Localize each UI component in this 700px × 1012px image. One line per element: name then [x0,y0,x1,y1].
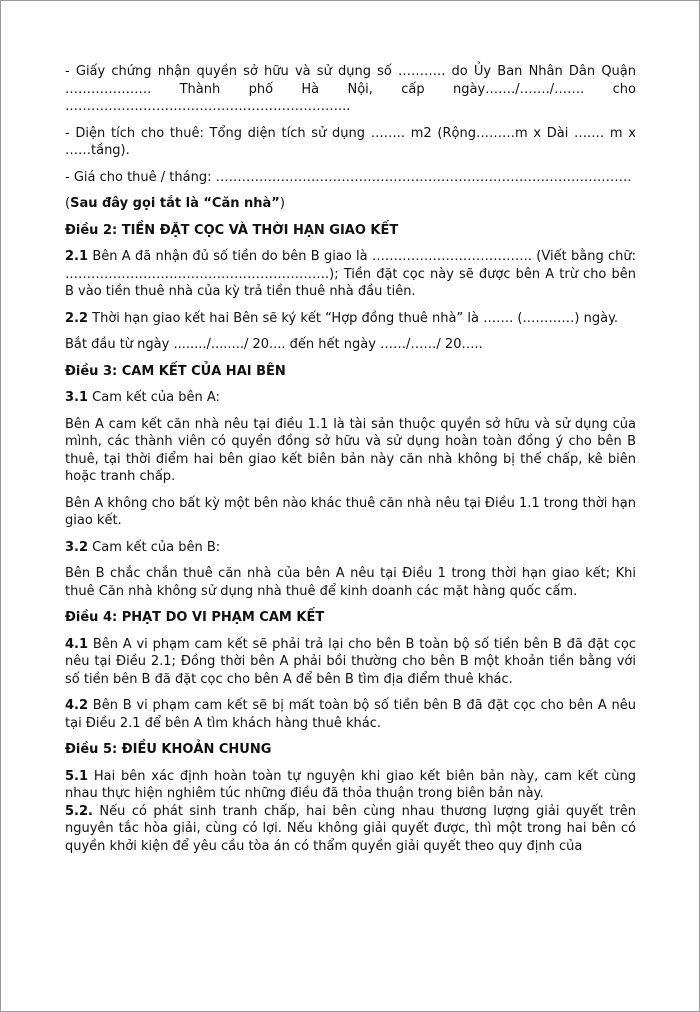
clause-4-1-text: Bên A vi phạm cam kết sẽ phải trả lại cho bên B toàn bộ số tiền bên B đã đặt cọc nêu tại Điều 2.1; Đồng thời bên A phải bồi thường cho bên B một khoản tiền bằng với số tiền bên B đã đặt cọc cho bên A để bên B tìm địa điểm thuê khác. [65,636,636,687]
clause-4-1-number: 4.1 [65,636,89,652]
clause-4-2-text: Bên B vi phạm cam kết sẽ bị mất toàn bộ số tiền bên B đã đặt cọc cho bên A nêu tại Điều 2.1 để bên A tìm khách hàng thuê khác. [65,698,636,731]
clause-5-1-text: Hai bên xác định hoàn toàn tự nguyện khi giao kết biên bản này, cam kết cùng nhau thực hiện nghiêm túc những điều đã thỏa thuận trong biên bản này. [65,768,636,801]
clause-2-2-text: Thời hạn giao kết hai Bên sẽ ký kết “Hợp đồng thuê nhà” là ……. (…………) ngày. [88,310,619,326]
party-a-commitment-paragraph: Bên A cam kết căn nhà nêu tại điều 1.1 là tài sản thuộc quyền sở hữu và sử dụng của mình, các thành viên có quyền đồng sở hữu và sử dụng hoàn toàn đồng ý cho bên B thuê, tại thời điểm hai bên giao kết biên bản này căn nhà không bị thế chấp, kê biên hoặc tranh chấp. [65,416,636,484]
article-2-heading: Điều 2: TIỀN ĐẶT CỌC VÀ THỜI HẠN GIAO KẾT [65,222,399,238]
price-paragraph: - Giá cho thuê / tháng: …………………………………………………………………………………… [65,169,632,185]
clause-3-1-number: 3.1 [65,390,89,405]
certificate-line-3: ………………………………………………………... [65,99,351,114]
clause-5-1-number: 5.1 [65,768,89,784]
alias-close-paren: ) [279,196,285,211]
alias-paragraph [65,195,636,213]
article-3-heading: Điều 3: CAM KẾT CỦA HAI BÊN [65,363,286,379]
article-5-heading: Điều 5: ĐIỀU KHOẢN CHUNG [65,742,272,757]
alias-text: Sau đây gọi tắt là “Căn nhà” [70,196,280,211]
clause-2-1-number: 2.1 [65,249,89,264]
clause-3-1-text: Cam kết của bên A: [88,390,220,405]
clause-5-2-number: 5.2. [65,803,93,819]
clause-2-1 [65,248,636,301]
clause-3-1 [65,389,636,407]
article-4-heading: Điều 4: PHẠT DO VI PHẠM CAM KẾT [65,610,325,625]
clause-2-2-number: 2.2 [65,310,89,326]
clause-5-1 [65,768,636,803]
clause-4-2-number: 4.2 [65,698,89,713]
clause-5-2-text: Nếu có phát sinh tranh chấp, hai bên cùng nhau thương lượng giải quyết trên nguyên tắc hòa giải, cùng có lợi. Nếu không giải quyết được, thì một trong hai bên có quyền khởi kiện để yêu cầu tòa án có thẩm quyền giải quyết theo quy định của [65,803,636,854]
alias-open-paren: ( [65,196,71,211]
document-body [65,63,636,864]
area-paragraph: - Diện tích cho thuê: Tổng diện tích sử dụng …….. m2 (Rộng………m x Dài ….… m x ……tầng). [65,125,636,158]
clause-4-2 [65,697,636,732]
clause-2-2 [65,310,636,328]
clause-3-2-number: 3.2 [65,539,89,555]
certificate-line-1: - Giấy chứng nhận quyền sở hữu và sử dụng số ……….. do Ủy Ban Nhân Dân Quận [65,64,636,79]
clause-3-2-text: Cam kết của bên B: [88,539,221,555]
clause-5-2 [65,803,636,856]
clause-2-1-text: Bên A đã nhận đủ số tiền do bên B giao là ………………………………. (Viết bằng chữ: …………………………………………………….); Tiền đặt cọc này sẽ được bên A trừ cho bên B vào tiền thuê nhà của kỳ trả tiền thuê nhà đầu tiên. [65,249,636,299]
party-a-exclusivity-paragraph: Bên A không cho bất kỳ một bên nào khác thuê căn nhà nêu tại Điều 1.1 trong thời hạn giao kết. [65,495,636,528]
clause-3-2 [65,539,636,557]
certificate-paragraph [65,63,636,116]
party-b-commitment-paragraph: Bên B chắc chắn thuê căn nhà của bên A nêu tại Điều 1 trong thời hạn giao kết; Khi thuê Căn nhà không sử dụng nhà thuê để kinh doanh các mặt hàng quốc cấm. [65,566,636,599]
clause-4-1 [65,636,636,689]
certificate-line-2: …………….…. Thành phố Hà Nội, cấp ngày……./……./……. cho [65,81,636,97]
start-date-paragraph: Bắt đầu từ ngày ......../......../ 20.... đến hết ngày ……/……/ 20….. [65,337,483,352]
